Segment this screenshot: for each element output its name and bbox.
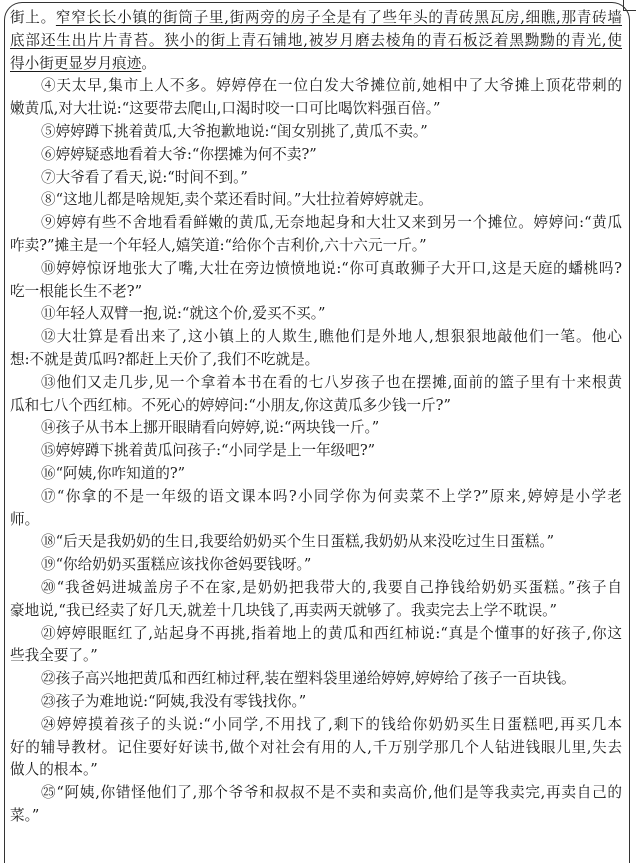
text-line: 嫩黄瓜,对大壮说:“这要带去爬山,口渴时咬一口可比喝饮料强百倍。”	[10, 100, 441, 118]
text-line: ⑭孩子从书本上挪开眼睛看向婷婷,说:“两块钱一斤。”	[41, 419, 380, 437]
paragraph	[10, 691, 622, 714]
underlined-text: 窄窄长长小镇的街筒子里,街两旁的房子全是有了些年头的青砖黑瓦房,细瞧,那青砖墙	[55, 9, 622, 26]
text-line: ⑰“你拿的不是一年级的语文课本吗?小同学你为何卖菜不上学?”原来,婷婷是小学老	[41, 487, 622, 505]
text-line: ⑮婷婷蹲下挑着黄瓜问孩子:“小同学是上一年级吧?”	[41, 442, 376, 460]
passage-text	[10, 7, 622, 828]
paragraph	[10, 417, 622, 440]
text-line	[10, 7, 622, 30]
text-line: ⑫大壮算是看出来了,这小镇上的人欺生,瞧他们是外地人,想狠狠地敲他们一笔。他心	[41, 328, 622, 346]
text-line: ⑪年轻人双臂一抱,说:“就这个价,爱买不买。”	[41, 305, 326, 323]
text-line: ⑦大爷看了看天,说:“时间不到。”	[41, 168, 248, 186]
text-line: ㉔婷婷摸着孩子的头说:“小同学,不用找了,剩下的钱给你奶奶买生日蛋糕吧,再买几本	[41, 715, 622, 733]
text-line: ㉕“阿姨,你错怪他们了,那个爷爷和叔叔不是不卖和卖高价,他们是等我卖完,再卖自己的	[41, 784, 622, 802]
text-line: ⑩婷婷惊讶地张大了嘴,大壮在旁边愤愤地说:“你可真敢狮子大开口,这是天庭的蟠桃吗?	[41, 259, 622, 277]
paragraph	[10, 258, 622, 304]
text-line: ⑤婷婷蹲下挑着黄瓜,大爷抱歉地说:“闺女别挑了,黄瓜不卖。”	[41, 122, 428, 140]
paragraph	[10, 372, 622, 418]
text-segment: 街上。	[10, 9, 56, 26]
text-line: ⑳“我爸妈进城盖房子不在家,是奶奶把我带大的,我要自己挣钱给奶奶买蛋糕。”孩子自	[41, 578, 622, 596]
text-line: ㉑婷婷眼眶红了,站起身不再挑,指着地上的黄瓜和西红柿说:“真是个懂事的好孩子,你这	[41, 624, 622, 642]
underlined-text: 底部还生出片片青苔。狭小的街上青石铺地,被岁月磨去棱角的青石板泛着黑黝黝的青光,使	[10, 31, 622, 49]
paragraph	[10, 440, 622, 463]
text-line	[10, 30, 622, 53]
text-line: 吃一根能长生不老?”	[10, 282, 143, 300]
text-segment: 。	[141, 54, 156, 72]
paragraph	[10, 782, 622, 828]
paragraph	[10, 531, 622, 554]
paragraph	[10, 7, 622, 75]
paragraph	[10, 486, 622, 532]
corner-box	[623, 0, 636, 11]
paragraph	[10, 212, 622, 258]
text-line: 好的辅导教材。记住要好好读书,做个对社会有用的人,千万别学那几个人钻进钱眼儿里,失去	[10, 738, 622, 756]
text-line: 做人的根本。”	[10, 761, 98, 779]
text-line: 想:不就是黄瓜吗?都赶上天价了,我们不吃就是。	[10, 350, 320, 368]
paragraph	[10, 623, 622, 669]
text-line	[10, 53, 622, 76]
text-line: ㉓孩子为难地说:“阿姨,我没有零钱找你。”	[41, 692, 307, 710]
paragraph	[10, 554, 622, 577]
text-line: ⑧“这地儿都是啥规矩,卖个菜还看时间。”大壮拉着婷婷就走。	[41, 191, 433, 209]
text-line: 瓜和七八个西红柿。不死心的婷婷问:“小朋友,你这黄瓜多少钱一斤?”	[10, 396, 451, 414]
paragraph	[10, 463, 622, 486]
paragraph	[10, 303, 622, 326]
text-line: 咋卖?”摊主是一个年轻人,嬉笑道:“给你个吉利价,六十六元一斤。”	[10, 236, 427, 254]
underlined-text: 得小街更显岁月痕迹	[10, 54, 142, 72]
text-line: ⑥婷婷疑惑地看着大爷:“你摆摊为何不卖?”	[41, 145, 317, 163]
text-line: ㉒孩子高兴地把黄瓜和西红柿过秤,装在塑料袋里递给婷婷,婷婷给了孩子一百块钱。	[41, 670, 576, 688]
text-line: 些我全要了。”	[10, 647, 98, 665]
text-line: 豪地说,“我已经卖了好几天,就差十几块钱了,再卖两天就够了。我卖完去上学不耽误。”	[10, 601, 557, 619]
paragraph	[10, 144, 622, 167]
text-line: ④天太早,集市上人不多。婷婷停在一位白发大爷摊位前,她相中了大爷摊上顶花带刺的	[41, 77, 622, 95]
text-line: ⑯“阿姨,你咋知道的?”	[41, 464, 186, 482]
paragraph	[10, 121, 622, 144]
text-line: 菜。”	[10, 806, 40, 824]
paragraph	[10, 167, 622, 190]
paragraph	[10, 714, 622, 782]
paragraph	[10, 75, 622, 121]
paragraph	[10, 189, 622, 212]
text-line: ⑲“你给奶奶买蛋糕应该找你爸妈要钱呀。”	[41, 556, 312, 574]
text-line: ⑬他们又走几步,见一个拿着本书在看的七八岁孩子也在摆摊,面前的篮子里有十来根黄	[41, 373, 622, 391]
paragraph	[10, 326, 622, 372]
paragraph	[10, 577, 622, 623]
text-line: 师。	[10, 510, 40, 528]
text-line: ⑱“后天是我奶奶的生日,我要给奶奶买个生日蛋糕,我奶奶从来没吃过生日蛋糕。”	[41, 533, 555, 551]
text-line: ⑨婷婷有些不舍地看看鲜嫩的黄瓜,无奈地起身和大壮又来到另一个摊位。婷婷问:“黄瓜	[41, 214, 622, 232]
paragraph	[10, 668, 622, 691]
